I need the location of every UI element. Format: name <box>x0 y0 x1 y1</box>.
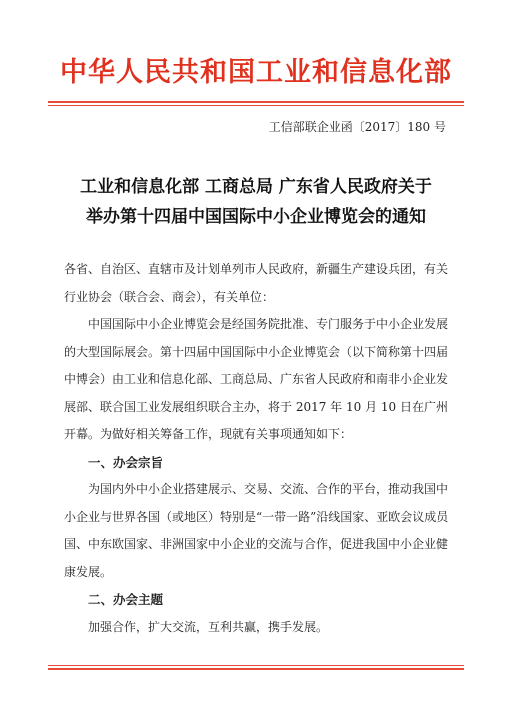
header-rule-thin <box>48 105 464 106</box>
section-text-purpose: 为国内外中小企业搭建展示、交易、交流、合作的平台，推动我国中小企业与世界各国（或地区）特别是“一带一路”沿线国家、亚欧会议成员国、中东欧国家、非洲国家中小企业的交流与合作，促进我国中小企业健康发展。 <box>64 482 449 579</box>
issuer-header: 中华人民共和国工业和信息化部 <box>60 57 452 88</box>
addressee: 各省、自治区、直辖市及计划单列市人民政府，新疆生产建设兵团，有关行业协会（联合会、商会），有关单位： <box>64 262 449 304</box>
intro-paragraph: 中国国际中小企业博览会是经国务院批准、专门服务于中小企业发展的大型国际展会。第十四届中国国际中小企业博览会（以下简称第十四届中博会）由工业和信息化部、工商总局、广东省人民政府和南非小企业发展部、联合国工业发展组织联合主办，将于 2017 年 10 月 10 日在广州开幕。为做好相关筹备工作，现就有关事项通知如下： <box>64 317 449 441</box>
title-line-2: 举办第十四届中国国际中小企业博览会的通知 <box>86 207 426 227</box>
document-title <box>0 172 512 232</box>
footer-rule-thin <box>48 665 464 666</box>
section-text-theme: 加强合作，扩大交流，互利共赢，携手发展。 <box>88 619 329 634</box>
header-rule-thick <box>48 101 464 103</box>
section-heading-theme: 二、办会主题 <box>88 592 164 607</box>
document-body <box>64 256 450 641</box>
document-number: 工信部联企业函〔2017〕180 号 <box>268 120 446 134</box>
section-heading-purpose: 一、办会宗旨 <box>88 454 164 470</box>
title-line-1: 工业和信息化部 工商总局 广东省人民政府关于 <box>80 177 432 197</box>
footer-rule-thick <box>48 668 464 670</box>
